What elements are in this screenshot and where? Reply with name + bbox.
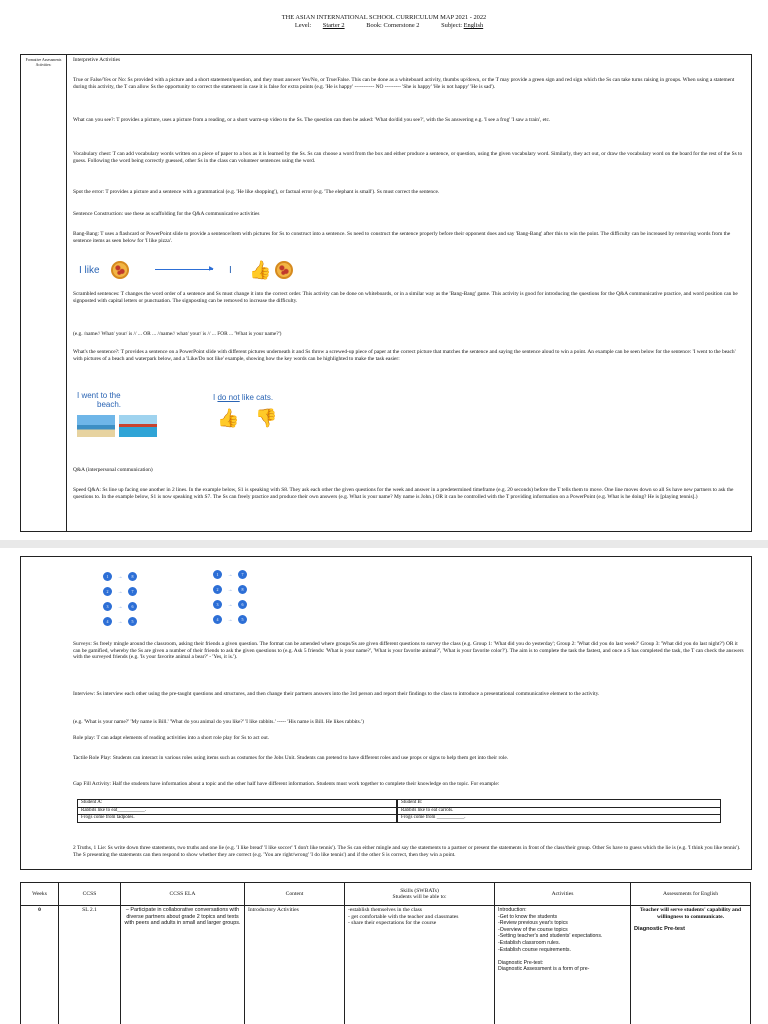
- col-skills: Skills (SWBATs) Students will be able to:: [345, 883, 495, 906]
- assessments-cell: Teacher will serve students' capability and willingness to communicate. Diagnostic Pre-test: [631, 906, 751, 1024]
- student-b-table: Student B: Rabbits like to eat carrots. Frogs come from ___________.: [397, 799, 721, 823]
- arrow-icon: →: [117, 620, 123, 625]
- beach-photo: [77, 415, 115, 437]
- table-header-row: [21, 883, 751, 906]
- student-dot: 3: [103, 602, 112, 611]
- student-dot: 4: [213, 615, 222, 624]
- student-dot: 5: [238, 615, 247, 624]
- diagram-row: [213, 563, 263, 578]
- role-play-activity: Role play: T can adapt elements of reading activities into a short role play for Ss to act out.: [73, 735, 270, 741]
- ccss-ela-cell: – Participate in collaborative conversations with diverse partners about grade 2 topics and texts with peers and adults in small and larger groups.: [121, 906, 245, 1024]
- student-dot: 8: [238, 585, 247, 594]
- beach-example: I went to the beach.: [77, 391, 157, 441]
- vocab-chest-activity: Vocabulary chest: T can add vocabulary words written on a piece of paper to a box as it is learned by the Ss. Ss can choose a word from the box and either produce a sentence, or question, using the given vocabulary word. Similarly, they act out, or draw the vocabulary word on the board for the rest of the Ss to guess. Following the word being correctly guessed, other Ss in the class can volunteer sentences using the word.: [73, 151, 743, 164]
- speed-qa-diagram-after: [213, 563, 263, 623]
- spot-error-activity: Spot the error: T provides a picture and a sentence with a grammatical (e.g. 'He like shopping'), or factual error (e.g. 'The elephant is small'). Ss must correct the sentence.: [73, 189, 440, 195]
- tactile-role-play-activity: Tactile Role Play: Students can interact in various roles using items such as costumes for the Jobs Unit. Students can pretend to have different roles and use props or signs to help them get into their role.: [73, 755, 509, 761]
- two-truths-activity: 2 Truths, 1 Lie: Ss write down three statements, two truths and one lie (e.g. 'I like bread' 'I like soccer' 'I don't like tennis'). The Ss can either mingle and say the statements to a partner or present the statements in front of the class/their group. Other Ss have to guess which the lie is (e.g. 'I think you like tennis'). The S presenting the statements can then respond to show whether they are correct (e.g. 'You are right/wrong' 'I do like tennis') and if the other S is correct, then they win a point.: [73, 845, 741, 858]
- thumbs-up-icon: 👍: [217, 408, 240, 428]
- whats-sentence-activity: What's the sentence?: T provides a sentence on a PowerPoint slide with different pictures underneath it and Ss throw a screwed-up piece of paper at the correct picture that matches the sentence and saying the sentence aloud to win a point. An example can be seen below for the sentence: 'I went to the beach' with pictures of a beach and waterpark below, and a 'Like/Do not like' example, showing how the key words can be highlighted to make the task easier:: [73, 349, 736, 362]
- diagram-row: [213, 608, 263, 623]
- formative-label: Formative Assessments Activities:: [21, 55, 67, 531]
- document-header: THE ASIAN INTERNATIONAL SCHOOL CURRICULUM MAP 2021 - 2022 Level: Starter 2 Book: Cornerstone 2 Subject: English: [0, 14, 768, 30]
- arrow-icon: →: [227, 573, 233, 578]
- section-heading-interpretive: Interpretive Activities: [73, 57, 121, 63]
- student-dot: 2: [213, 585, 222, 594]
- gap-fill-activity: Gap Fill Activity: Half the students have information about a topic and the other half have different information. Students must work together to complete their knowledge on the topic. For example:: [73, 781, 500, 787]
- week-cell: 0: [21, 906, 59, 1024]
- bang-bang-activity: Bang-Bang: T uses a flashcard or PowerPoint slide to provide a sentence/item with pictures for Ss to construct into a sentence. Ss need to construct the sentence properly before their opponent does and say 'Bang-Bang' after this to win the point. The difficulty can be increased by removing words from the sentence items as seen below for 'I like pizza'.: [73, 231, 731, 244]
- speed-qa-diagram-before: [103, 565, 153, 625]
- diagram-row: [213, 578, 263, 593]
- student-dot: 7: [238, 570, 247, 579]
- diagram-row: [213, 593, 263, 608]
- pizza-icon: [275, 261, 293, 279]
- col-ccss-ela: CCSS ELA: [121, 883, 245, 906]
- scrambled-example: (e.g. /name// What/ your/ is // ... OR ... //name// what/ your/ is // ... FOR ... 'What is your name?'): [73, 331, 282, 337]
- book-value: Cornerstone 2: [383, 22, 420, 29]
- arrow-icon: →: [227, 588, 233, 593]
- student-a-table: Student A: Rabbits like to eat___________. Frogs come from tadpoles.: [77, 799, 397, 823]
- sentence-construction-heading: Sentence Construction: use these as scaffolding for the Q&A communicative activities: [73, 211, 260, 217]
- student-dot: 3: [213, 600, 222, 609]
- arrow-line: [155, 269, 213, 270]
- thumbs-up-icon: 👍: [249, 260, 272, 280]
- student-dot: 5: [128, 617, 137, 626]
- activities-box-continued: [20, 556, 752, 870]
- speed-qa-activity: Speed Q&A: Ss line up facing one another in 2 lines. In the example below, S1 is speaking with S8. They ask each other the given questions for the week and answer in a predetermined timeframe (e.g. 20 seconds) before the T tells them to move. One line moves down so all Ss have new partners to ask the questions to. In the example below, S1 is now speaking with S7. The Ss can freely practice and produce their own answers (e.g. What is your name? My name is John.) OR it can be controlled with the T providing information on a PowerPoint (e.g. What is he doing? He is [playing tennis].): [73, 487, 734, 500]
- activities-cell: Introduction: -Get to know the students -Review previous year's topics -Overview of the course topics -Setting teacher's and students' expectations. -Establish classroom rules. -Establish course requirements. Diagnostic Pre-test: Diagnostic Assessment is a form of pre-: [495, 906, 631, 1024]
- subject-value: English: [463, 22, 484, 29]
- cats-example: I do not like cats. 👍 👎: [213, 393, 278, 428]
- arrow-head-icon: ▶: [209, 266, 214, 272]
- interview-activity: Interview: Ss interview each other using the pre-taught questions and structures, and then change their partners answers into the 3rd person and report their findings to the class to introduce a presentational communicative element to the activity.: [73, 691, 600, 697]
- table-row: [21, 906, 751, 1024]
- col-weeks: Weeks: [21, 883, 59, 906]
- waterpark-photo: [119, 415, 157, 437]
- student-dot: 2: [103, 587, 112, 596]
- arrow-icon: →: [117, 590, 123, 595]
- interview-example: (e.g. 'What is your name?' 'My name is Bill.' 'What do you animal do you like?' 'I like rabbits.' ----- 'His name is Bill. He likes rabbits.'): [73, 719, 364, 725]
- level-value: Starter 2: [322, 22, 345, 29]
- diagram-row: [103, 610, 153, 625]
- diagram-row: [103, 580, 153, 595]
- diagram-row: [103, 595, 153, 610]
- surveys-activity: Surveys: Ss freely mingle around the classroom, asking their friends a given question. The format can be amended where groups/Ss are given different questions to survey the class (e.g. Group 1: 'What did you do yesterday'; Group 2: 'What did you do last week?' Group 3: 'What did you do last night?') OR it can be gamified, whereby the Ss are given a number of their friends to ask the given questions to (e.g. Ask 5 friends: 'What is your name?', 'What is your favorite animal?', 'What is your favorite color?'). The aim is to complete the task the fastest, and once a S has completed the task, the T can check the answers with the surveyed friends (e.g. 'Is your favorite animal a bear?' - 'Yes, it is.').: [73, 641, 744, 661]
- document-title: THE ASIAN INTERNATIONAL SCHOOL CURRICULUM MAP 2021 - 2022: [281, 14, 487, 21]
- activities-box: [20, 54, 752, 532]
- scrambled-activity: Scrambled sentences: T changes the word order of a sentence and Ss must change it into the correct order. This activity can be done on whiteboards, or in a similar way as the 'Bang-Bang' game. This activity is good for introducing the questions for the Q&A communicative practice, and word position can be signposted with capital letters or punctuation. The signposting can be removed to increase the difficulty.: [73, 291, 738, 304]
- diagram-row: [103, 565, 153, 580]
- student-dot: 6: [128, 602, 137, 611]
- student-dot: 4: [103, 617, 112, 626]
- student-dot: 1: [103, 572, 112, 581]
- arrow-icon: →: [227, 603, 233, 608]
- col-activities: Activities: [495, 883, 631, 906]
- page-2: [0, 548, 768, 1024]
- col-ccss: CCSS: [59, 883, 121, 906]
- curriculum-table: [20, 882, 751, 1024]
- arrow-icon: →: [227, 618, 233, 623]
- student-dot: 6: [238, 600, 247, 609]
- what-see-activity: What can you see?: T provides a picture, uses a picture from a reading, or a short warm-up video to the Ss. The question can then be asked: 'What do/did you see?', with the Ss answering e.g. 'I see a frog' 'I saw a train', etc.: [73, 117, 551, 123]
- col-assessments: Assessments for English: [631, 883, 751, 906]
- pizza-icon: [111, 261, 129, 279]
- col-content: Content: [245, 883, 345, 906]
- student-dot: 8: [128, 572, 137, 581]
- thumbs-down-icon: 👎: [255, 408, 278, 428]
- skills-cell: -establish themselves in the class - get comfortable with the teacher and classmates - share their expectations for the course: [345, 906, 495, 1024]
- qa-heading: Q&A (interpersonal communication): [73, 467, 153, 473]
- content-cell: Introductory Activities: [245, 906, 345, 1024]
- ccss-cell: SL 2.1: [59, 906, 121, 1024]
- arrow-icon: →: [117, 605, 123, 610]
- student-dot: 7: [128, 587, 137, 596]
- arrow-icon: →: [117, 575, 123, 580]
- bang-bang-example: I like ▶ I 👍: [79, 261, 319, 285]
- student-dot: 1: [213, 570, 222, 579]
- true-false-activity: True or False/Yes or No: Ss provided with a picture and a short statement/question, and they must answer Yes/No, or True/False. This can be done as a whiteboard activity, thumbs up/down, or the T may provide a green sign and red sign which the Ss can take turns raising in groups. When using a statement during this activity, the T can allow Ss the opportunity to correct the statement in case it is false for extra points (e.g. 'He is happy' ----------- NO --------- 'She is happy' 'He is not happy' 'He is sad').: [73, 77, 735, 90]
